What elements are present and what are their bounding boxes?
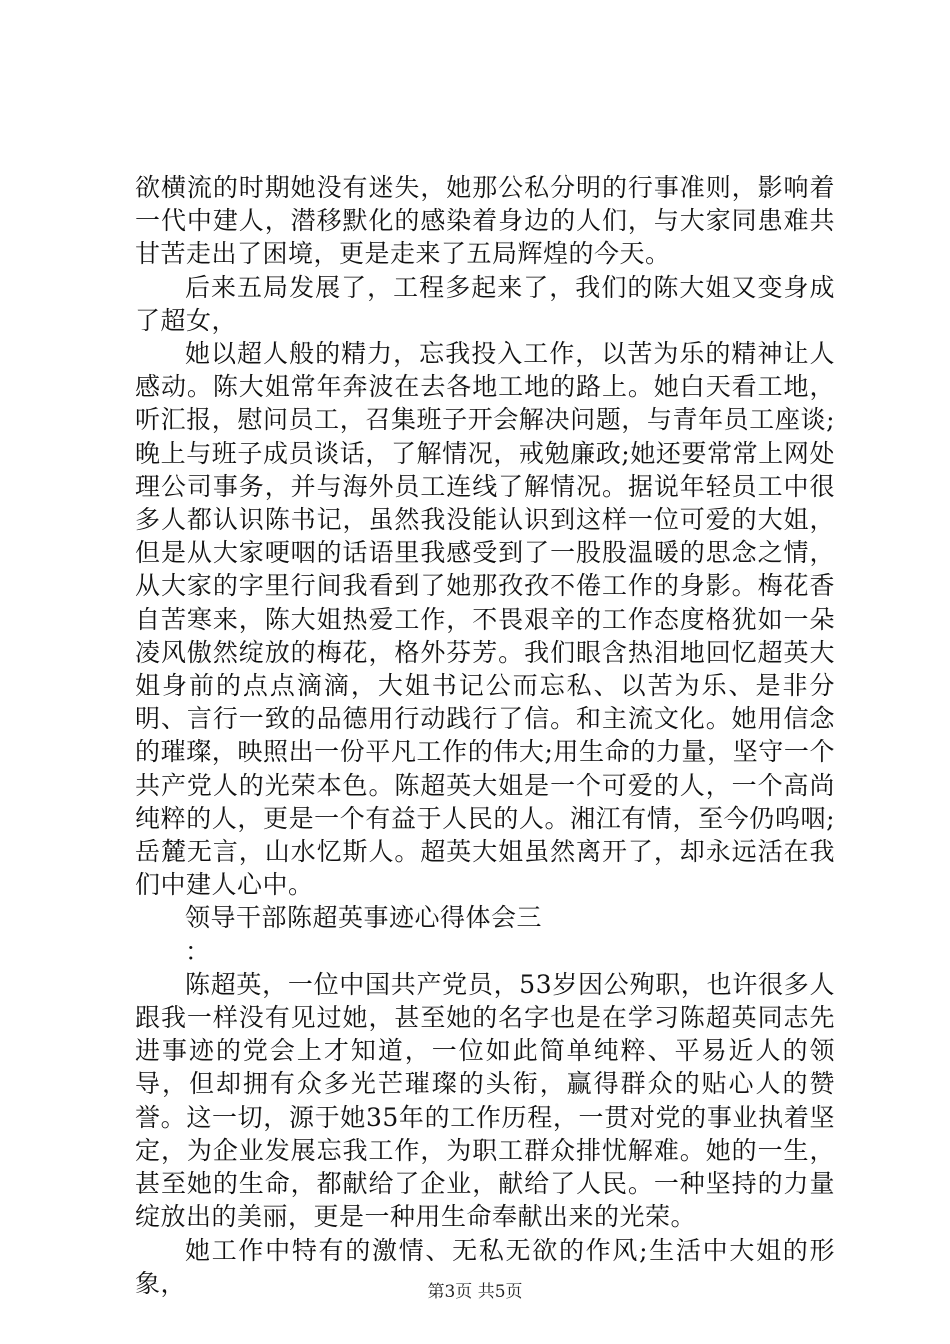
section-heading-colon: ：: [185, 936, 211, 966]
section-heading: 领导干部陈超英事迹心得体会三: [185, 903, 543, 933]
paragraph-2: 后来五局发展了，工程多起来了，我们的陈大姐又变身成了超女，: [135, 272, 835, 335]
paragraph-4: 陈超英，一位中国共产党员，53岁因公殉职，也许很多人跟我一样没有见过她，甚至她的名字也是在学习陈超英同志先进事迹的党会上才知道，一位如此简单纯粹、平易近人的领导，但却拥有众多光芒璀璨的头衔，赢得群众的贴心人的赞誉。这一切，源于她35年的工作历程，一贯对党的事业执着坚定，为企业发展忘我工作，为职工群众排忧解难。她的一生，甚至她的生命，都献给了企业，献给了人民。一种坚持的力量绽放出的美丽，更是一种用生命奉献出来的光荣。: [135, 969, 835, 1232]
paragraph-1: 欲横流的时期她没有迷失，她那公私分明的行事准则，影响着一代中建人，潜移默化的感染着身边的人们，与大家同患难共甘苦走出了困境，更是走来了五局辉煌的今天。: [135, 173, 835, 269]
page-footer: 第3页 共5页: [427, 1282, 523, 1302]
paragraph-3: 她以超人般的精力，忘我投入工作，以苦为乐的精神让人感动。陈大姐常年奔波在去各地工地的路上。她白天看工地，听汇报，慰问员工，召集班子开会解决问题，与青年员工座谈;晚上与班子成员谈话，了解情况，戒勉廉政;她还要常常上网处理公司事务，并与海外员工连线了解情况。据说年轻员工中很多人都认识陈书记，虽然我没能认识到这样一位可爱的大姐，但是从大家哽咽的话语里我感受到了一股股温暖的思念之情，从大家的字里行间我看到了她那孜孜不倦工作的身影。梅花香自苦寒来，陈大姐热爱工作，不畏艰辛的工作态度格犹如一朵凌风傲然绽放的梅花，格外芬芳。我们眼含热泪地回忆超英大姐身前的点点滴滴，大姐书记公而忘私、以苦为乐、是非分明、言行一致的品德用行动践行了信。和主流文化。她用信念的璀璨，映照出一份平凡工作的伟大;用生命的力量，坚守一个共产党人的光荣本色。陈超英大姐是一个可爱的人，一个高尚纯粹的人，更是一个有益于人民的人。湘江有情，至今仍呜咽;岳麓无言，山水忆斯人。超英大姐虽然离开了，却永远活在我们中建人心中。: [135, 339, 835, 900]
document-body: [135, 171, 835, 1300]
paragraph-5: 她工作中特有的激情、无私无欲的作风;生活中大姐的形象，: [135, 1235, 835, 1298]
